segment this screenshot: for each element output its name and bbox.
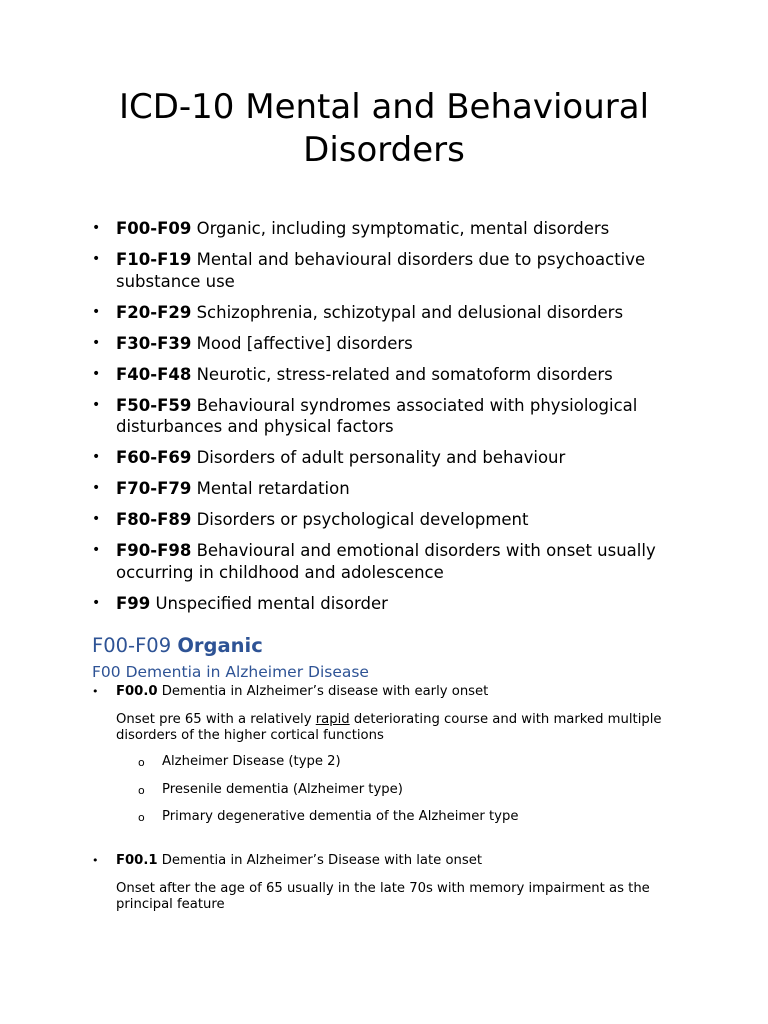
code-range: F60-F69 xyxy=(116,448,192,467)
code-range-description: Organic, including symptomatic, mental disorders xyxy=(196,219,610,238)
code-range-description: Mental retardation xyxy=(196,479,350,498)
diagnosis-entry xyxy=(92,853,692,869)
section-name: Organic xyxy=(177,634,263,657)
bullet-icon: • xyxy=(92,854,99,867)
underlined-text: rapid xyxy=(315,712,350,727)
list-item xyxy=(92,509,732,531)
code-range-description: Mental and behavioural disorders due to psychoactive substance use xyxy=(116,250,646,291)
code-range: F00-F09 xyxy=(116,219,192,238)
inclusion-item: o Alzheimer Disease (type 2) xyxy=(138,754,698,782)
inclusion-item: o Primary degenerative dementia of the Alzheimer type xyxy=(138,809,698,837)
code-range-list xyxy=(92,218,732,614)
diagnosis-code: F00.0 xyxy=(116,684,158,699)
list-item xyxy=(92,395,732,438)
code-range: F90-F98 xyxy=(116,541,192,560)
list-item xyxy=(92,333,732,355)
list-item xyxy=(92,218,732,240)
list-item xyxy=(92,302,732,324)
code-range-description: Neurotic, stress-related and somatoform disorders xyxy=(196,364,613,384)
code-range: F30-F39 xyxy=(116,333,192,353)
code-range: F99 xyxy=(116,593,151,613)
code-range-description: Behavioural syndromes associated with physiological disturbances and physical factors xyxy=(116,395,638,436)
code-range: F80-F89 xyxy=(116,510,192,529)
list-item xyxy=(92,478,732,500)
diagnosis-title: Dementia in Alzheimer’s disease with early onset xyxy=(161,684,489,699)
list-item xyxy=(92,593,732,615)
list-item xyxy=(92,447,732,469)
list-item xyxy=(92,364,732,386)
code-range: F40-F48 xyxy=(116,364,192,384)
code-range-description: Schizophrenia, schizotypal and delusional disorders xyxy=(196,302,624,322)
code-range: F10-F19 xyxy=(116,250,192,269)
code-range-description: Mood [affective] disorders xyxy=(196,333,413,353)
inclusion-item: o Presenile dementia (Alzheimer type) xyxy=(138,782,698,810)
list-item xyxy=(92,540,732,583)
diagnosis-title: Dementia in Alzheimer’s Disease with late onset xyxy=(161,853,483,868)
code-range-description: Behavioural and emotional disorders with onset usually occurring in childhood and adolescence xyxy=(116,541,656,582)
section-code: F00-F09 xyxy=(92,634,172,657)
code-range-description: Disorders or psychological development xyxy=(196,510,529,529)
bullet-icon: • xyxy=(92,685,99,698)
inclusion-list xyxy=(138,754,698,837)
diagnosis-entry xyxy=(92,684,692,700)
diagnosis-code: F00.1 xyxy=(116,853,158,868)
diagnosis-description xyxy=(116,712,676,744)
description-text: Onset pre 65 with a relatively xyxy=(116,712,316,727)
code-range: F70-F79 xyxy=(116,479,192,498)
code-range-description: Disorders of adult personality and behaviour xyxy=(196,448,566,467)
list-item xyxy=(92,249,732,292)
code-range-description: Unspecified mental disorder xyxy=(155,593,388,613)
code-range: F50-F59 xyxy=(116,395,192,415)
code-range: F20-F29 xyxy=(116,302,192,322)
page-title: ICD-10 Mental and Behavioural Disorders xyxy=(118,87,650,170)
subsection-heading: F00 Dementia in Alzheimer Disease xyxy=(92,663,369,681)
diagnosis-description: Onset after the age of 65 usually in the late 70s with memory impairment as the principal feature xyxy=(116,881,650,912)
description-text: deteriorating course and with marked multiple disorders of the higher cortical functions xyxy=(116,712,662,743)
section-heading xyxy=(92,633,263,659)
